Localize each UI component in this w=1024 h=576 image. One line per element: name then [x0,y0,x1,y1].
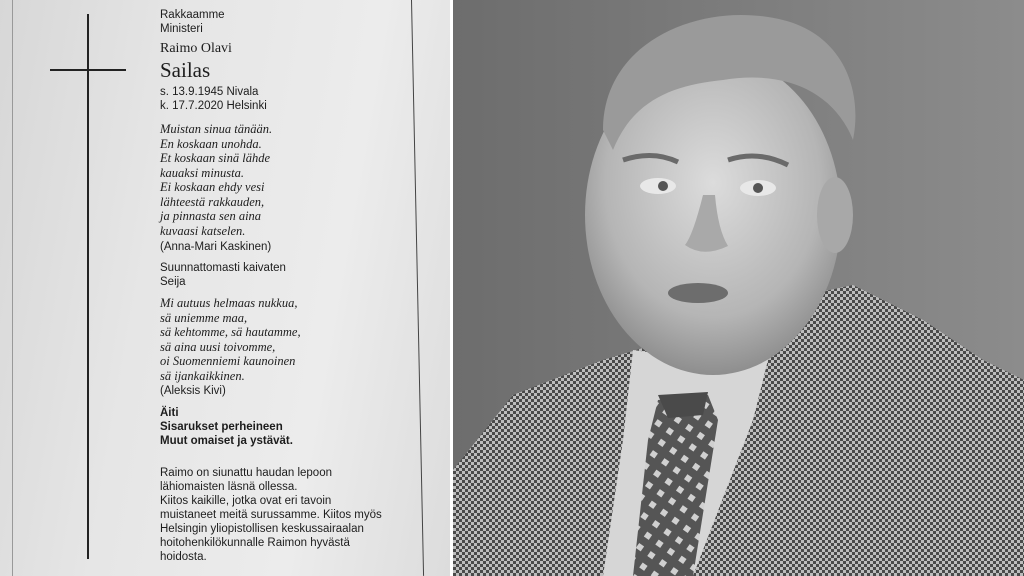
right-pupil [753,183,763,193]
death-date: k. 17.7.2020 Helsinki [160,100,267,112]
poem-2-author: (Aleksis Kivi) [160,385,226,397]
poem-line: kuvaasi katselen. [160,223,246,238]
life-dates [160,85,267,113]
notice-border-left [12,0,13,576]
ear [817,177,853,253]
notice-title [160,8,225,36]
family-block [160,406,293,448]
poem-line: sä uniemme maa, [160,310,248,325]
cross-bar-icon [50,69,126,71]
portrait-photo [453,0,1024,576]
closing-line: Helsingin yliopistollisen keskussairaalan [160,523,364,535]
deceased-first-names: Raimo Olavi [160,41,232,56]
poem-line: lähteestä rakkauden, [160,194,265,209]
cross-symbol-icon [87,14,89,559]
mouth [668,283,728,303]
family-line: Äiti [160,407,179,419]
poem-line: sä aina uusi toivomme, [160,339,276,354]
closing-line: lähiomaisten läsnä ollessa. [160,481,298,493]
poem-line: Ei koskaan ehdy vesi [160,180,265,194]
poem-line: Et koskaan sinä lähde [160,151,271,165]
poem-line: kauaksi minusta. [160,165,245,180]
notice-border-right [411,0,424,576]
closing-line: Raimo on siunattu haudan lepoon [160,467,332,479]
birth-date: s. 13.9.1945 Nivala [160,86,259,98]
left-pupil [658,181,668,191]
closing-line: hoidosta. [160,551,207,563]
poem-line: Muistan sinua tänään. [160,122,273,136]
poem-1 [160,122,272,238]
poem-line: ja pinnasta sen aina [160,209,262,223]
family-line: Muut omaiset ja ystävät. [160,435,293,447]
poem-line: En koskaan unohda. [160,136,262,151]
obituary-notice [0,0,450,576]
mourner-block [160,261,286,289]
closing-line: Kiitos kaikille, jotka ovat eri tavoin [160,495,332,507]
poem-line: Mi autuus helmaas nukkua, [160,296,298,310]
deceased-surname: Sailas [160,58,211,82]
poem-line: sä kehtomme, sä hautamme, [160,325,301,339]
poem-line: oi Suomenniemi kaunoinen [160,354,296,368]
portrait-illustration [453,0,1024,576]
family-line: Sisarukset perheineen [160,421,283,433]
closing-line: hoitohenkilökunnalle Raimon hyvästä [160,537,350,549]
mourner-intro: Suunnattomasti kaivaten [160,262,286,274]
poem-line: sä ijankaikkinen. [160,368,245,383]
title-line: Rakkaamme [160,9,225,21]
title-line: Ministeri [160,23,203,35]
poem-2 [160,296,301,383]
closing-text [160,466,382,564]
mourner-name: Seija [160,276,186,288]
closing-line: muistaneet meitä surussamme. Kiitos myös [160,509,382,521]
poem-1-author: (Anna-Mari Kaskinen) [160,241,272,253]
